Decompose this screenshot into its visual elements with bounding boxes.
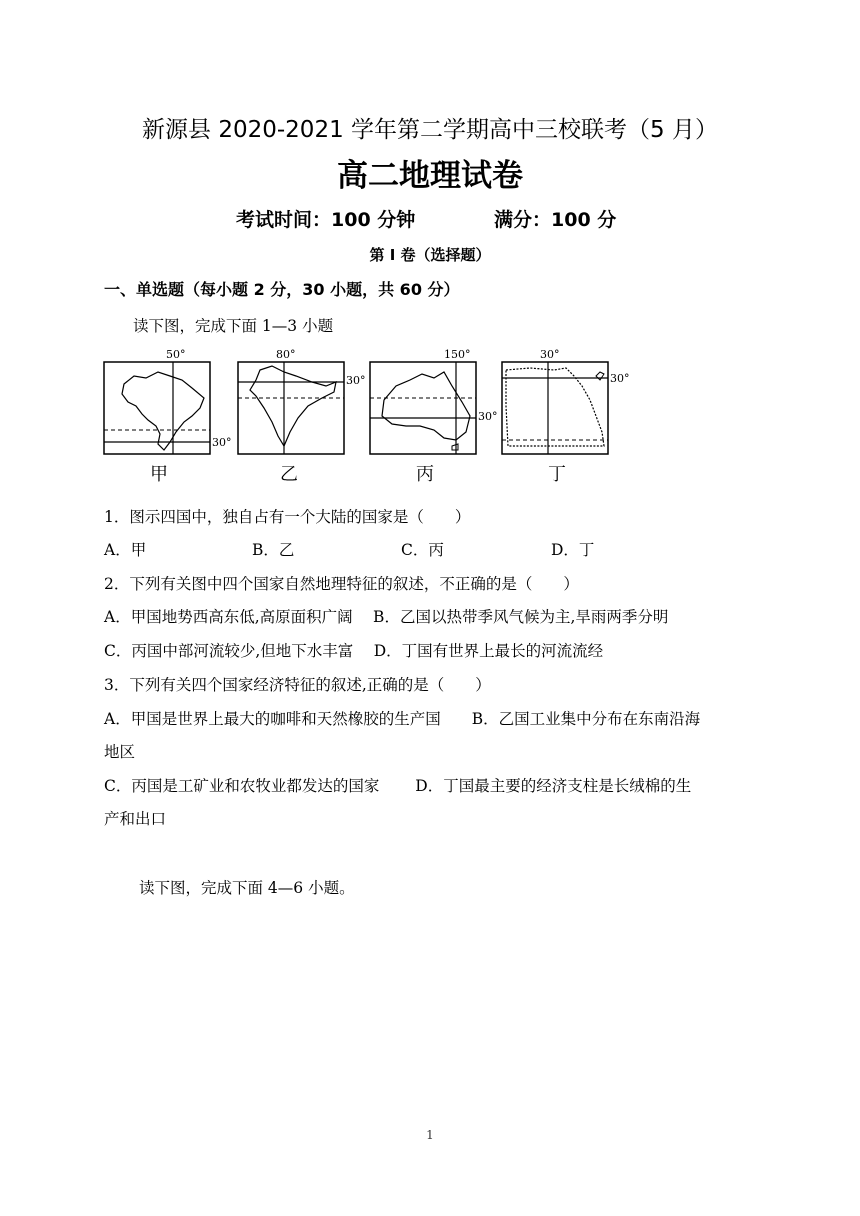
question-1-option-a: A．甲 [104, 541, 147, 559]
question-3-options-cd: C．丙国是工矿业和农牧业都发达的国家 D．丁国最主要的经济支柱是长绒棉的生 [104, 777, 692, 795]
map-jia-lon-label: 50° [166, 348, 186, 361]
exam-time: 考试时间：100 分钟 [236, 209, 416, 231]
map-jia-label: 甲 [150, 464, 168, 485]
question-1-option-d: D．丁 [551, 541, 595, 559]
exam-title-subject: 高二地理试卷 [337, 158, 523, 194]
reading-instruction-1: 读下图，完成下面 1—3 小题 [133, 317, 334, 335]
map-bing [370, 348, 498, 485]
exam-title-line1: 新源县 2020-2021 学年第二学期高中三校联考（5 月） [142, 117, 718, 143]
question-2-stem: 2．下列有关图中四个国家自然地理特征的叙述，不正确的是（ ） [104, 575, 579, 593]
question-3-stem: 3．下列有关四个国家经济特征的叙述,正确的是（ ） [104, 676, 491, 694]
map-yi-lat-label: 30° [346, 374, 366, 387]
question-3-options-ab-cont: 地区 [104, 743, 136, 761]
question-1-stem: 1．图示四国中，独自占有一个大陆的国家是（ ） [104, 508, 471, 526]
map-jia-lat-label: 30° [212, 436, 232, 449]
full-score: 满分：100 分 [494, 209, 617, 231]
question-3-options-ab: A．甲国是世界上最大的咖啡和天然橡胶的生产国 B．乙国工业集中分布在东南沿海 [104, 710, 701, 728]
map-bing-lon-label: 150° [444, 348, 471, 361]
question-1-option-b: B．乙 [252, 541, 295, 559]
page-number: 1 [426, 1128, 434, 1142]
map-yi [238, 348, 366, 485]
map-ding-lat-label: 30° [610, 372, 630, 385]
map-yi-lon-label: 80° [276, 348, 296, 361]
question-3-options-cd-cont: 产和出口 [104, 810, 167, 828]
map-bing-lat-label: 30° [478, 410, 498, 423]
map-jia [104, 348, 232, 485]
country-maps-figure [100, 346, 660, 488]
reading-instruction-2: 读下图，完成下面 4—6 小题。 [139, 879, 355, 897]
section-heading: 一、单选题（每小题 2 分，30 小题，共 60 分） [104, 280, 460, 299]
question-1-option-c: C．丙 [401, 541, 444, 559]
question-2-options-ab: A．甲国地势西高东低,高原面积广阔 B．乙国以热带季风气候为主,旱雨两季分明 [104, 608, 669, 626]
map-bing-label: 丙 [416, 464, 434, 485]
map-yi-label: 乙 [280, 464, 298, 485]
map-ding [502, 348, 630, 485]
map-ding-label: 丁 [548, 464, 566, 485]
question-2-options-cd: C．丙国中部河流较少,但地下水丰富 D．丁国有世界上最长的河流流经 [104, 642, 604, 660]
map-ding-lon-label: 30° [540, 348, 560, 361]
volume-heading: 第 I 卷（选择题） [369, 246, 491, 264]
